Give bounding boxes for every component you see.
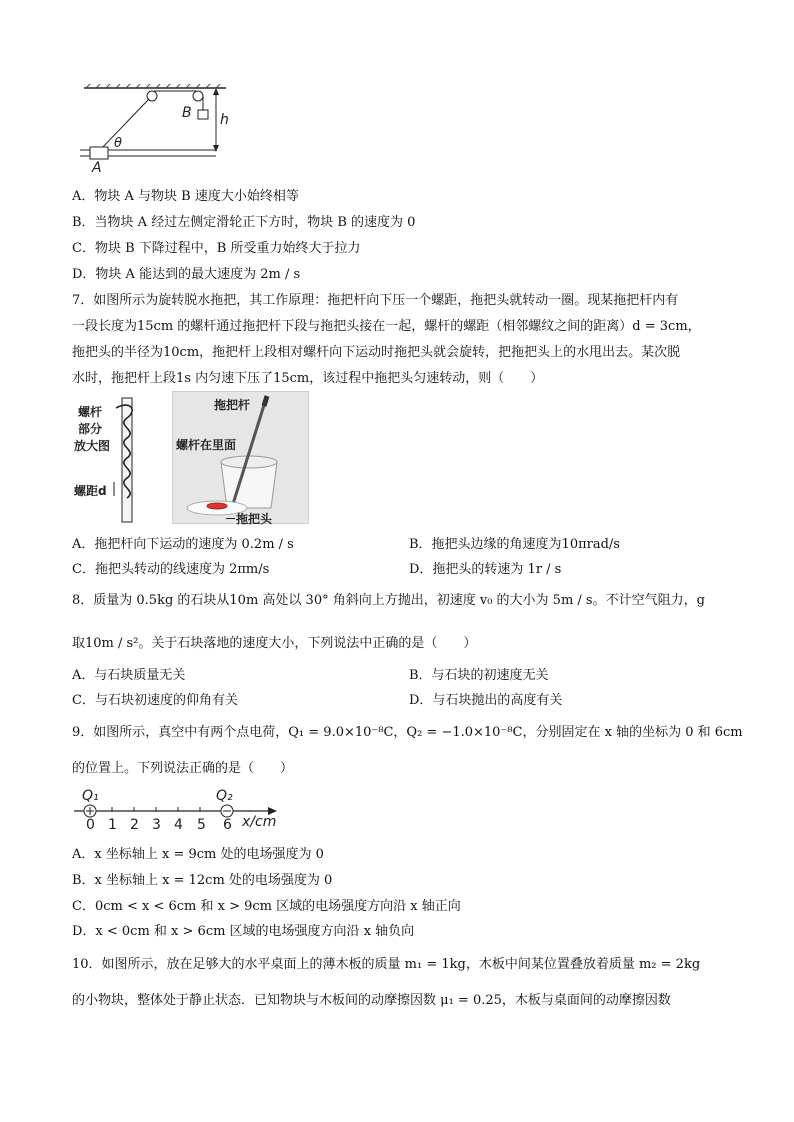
q10-stem-line-1: 10．如图所示，放在足够大的水平桌面上的薄木板的质量 m₁ = 1kg，木板中间某位置叠放着质量 m₂ = 2kg <box>72 957 701 972</box>
q8-option-a[interactable]: A．与石块质量无关 <box>72 668 186 683</box>
tick-0: 0 <box>86 817 95 833</box>
q7-option-a[interactable]: A．拖把杆向下运动的速度为 0.2m / s <box>72 537 294 552</box>
q9-option-c[interactable]: C．0cm < x < 6cm 和 x > 9cm 区域的电场强度方向沿 x 轴正向 <box>72 899 461 914</box>
q9-option-d[interactable]: D．x < 0cm 和 x > 6cm 区域的电场强度方向沿 x 轴负向 <box>72 924 415 939</box>
q8-option-c[interactable]: C．与石块初速度的仰角有关 <box>72 693 238 708</box>
label-a: A <box>92 160 102 176</box>
q6-option-b[interactable]: B．当物块 A 经过左侧定滑轮正下方时，物块 B 的速度为 0 <box>72 215 416 230</box>
q7-stem-line-4: 水时，拖把杆上段1s 内匀速下压了15cm，该过程中拖把头匀速转动，则（ ） <box>72 371 544 386</box>
tick-3: 3 <box>152 817 161 833</box>
inside-label: 螺杆在里面 <box>176 438 237 452</box>
screw-label-2: 部分 <box>78 422 103 436</box>
label-theta: θ <box>114 136 122 151</box>
label-h: h <box>220 112 229 128</box>
tick-6: 6 <box>223 817 232 833</box>
q8-stem-line-1: 8．质量为 0.5kg 的石块从10m 高处以 30° 角斜向上方抛出，初速度 v₀ 的大小为 5m / s。不计空气阻力，g <box>72 593 705 608</box>
q9-option-b[interactable]: B．x 坐标轴上 x = 12cm 处的电场强度为 0 <box>72 873 333 888</box>
q8-option-d[interactable]: D．与石块抛出的高度有关 <box>409 693 563 708</box>
screw-label-1: 螺杆 <box>78 405 103 419</box>
label-b: B <box>182 105 192 121</box>
q6-option-a[interactable]: A．物块 A 与物块 B 速度大小始终相等 <box>72 189 299 204</box>
block-a <box>90 147 108 159</box>
tick-1: 1 <box>108 817 117 833</box>
q7-stem-line-3: 拖把头的半径为10cm，拖把杆上段相对螺杆向下运动时拖把头就会旋转，把拖把头上的水甩出去。某次脱 <box>72 345 681 360</box>
q9-option-a[interactable]: A．x 坐标轴上 x = 9cm 处的电场强度为 0 <box>72 847 324 862</box>
q1-label: Q₁ <box>82 788 99 804</box>
q6-option-d[interactable]: D．物块 A 能达到的最大速度为 2m / s <box>72 267 301 282</box>
q7-option-d[interactable]: D．拖把头的转速为 1r / s <box>409 562 562 577</box>
screw-label-3: 放大图 <box>74 439 111 453</box>
axis-label: x/cm <box>242 814 277 830</box>
rod-label: 拖把杆 <box>214 398 251 412</box>
head-label-dash <box>226 518 235 519</box>
tick-2: 2 <box>130 817 139 833</box>
q7-option-b[interactable]: B．拖把头边缘的角速度为10πrad/s <box>409 537 620 552</box>
right-pulley <box>193 91 203 101</box>
tick-4: 4 <box>174 817 183 833</box>
q2-label: Q₂ <box>216 788 233 804</box>
q7-option-c[interactable]: C．拖把头转动的线速度为 2πm/s <box>72 562 270 577</box>
q8-stem-line-2: 取10m / s²。关于石块落地的速度大小，下列说法中正确的是（ ） <box>72 636 477 651</box>
q9-stem-line-2: 的位置上。下列说法正确的是（ ） <box>72 761 294 776</box>
block-b <box>198 110 208 119</box>
q7-stem-line-2: 一段长度为15cm 的螺杆通过拖把杆下段与拖把头接在一起，螺杆的螺距（相邻螺纹之间的距离）d = 3cm， <box>72 319 701 334</box>
q6-option-c[interactable]: C．物块 B 下降过程中，B 所受重力始终大于拉力 <box>72 241 361 256</box>
q10-stem-line-2: 的小物块，整体处于静止状态．已知物块与木板间的动摩擦因数 μ₁ = 0.25，木板与桌面间的动摩擦因数 <box>72 993 671 1008</box>
q8-option-b[interactable]: B．与石块的初速度无关 <box>409 668 549 683</box>
pitch-label: 螺距d <box>74 484 107 498</box>
q7-stem-line-1: 7．如图所示为旋转脱水拖把，其工作原理：拖把杆向下压一个螺距，拖把头就转动一圈。现某拖把杆内有 <box>72 293 679 308</box>
tick-5: 5 <box>197 817 206 833</box>
screw-enlarged-diagram <box>112 396 142 524</box>
q9-stem-line-1: 9．如图所示，真空中有两个点电荷，Q₁ = 9.0×10⁻⁸C，Q₂ = −1.0×10⁻⁸C，分别固定在 x 轴的坐标为 0 和 6cm <box>72 725 743 740</box>
head-label: 拖把头 <box>236 512 273 526</box>
